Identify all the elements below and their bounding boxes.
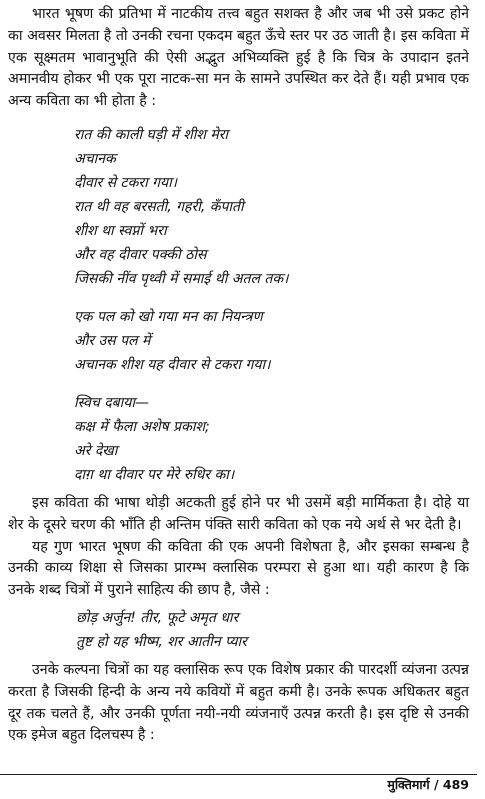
paragraph-1: भारत भूषण की प्रतिभा में नाटकीय तत्त्व बहुत सशक्त है और जब भी उसे प्रकट होने का अवसर मिलता है तो उनकी रचना एकदम बहुत ऊँचे स्तर पर उठ जाती है। इस कविता में एक सूक्ष्मतम भावानुभूति की ऐसी अद्भुत अभिव्यक्ति हुई है कि चित्र के उपादान इतने अमानवीय होकर भी एक पूरा नाटक-सा मन के सामने उपस्थित कर देते हैं। यही प्रभाव एक अन्य कविता का भी होता है :	[8, 6, 469, 110]
poem-couplet	[0, 606, 485, 654]
poem-line: तुष्ट हो यह भीष्म, शर आतीन प्यार	[76, 633, 247, 650]
poem-line: दीवार से टकरा गया।	[74, 174, 178, 191]
footer-rule	[0, 774, 477, 775]
poem-stanza-1	[0, 123, 485, 291]
poem-line: रात थी वह बरसती, गहरी, कँपाती	[74, 198, 244, 215]
poem-line: जिसकी नींव पृथ्वी में समाई थी अतल तक।	[74, 270, 289, 287]
poem-line: और उस पल में	[74, 332, 151, 349]
poem-line: दाग़ था दीवार पर मेरे रुधिर का।	[74, 466, 235, 483]
poem-line: अरे देखा	[74, 442, 118, 459]
poem-line: स्विच दबाया—	[74, 394, 149, 411]
paragraph-4: उनके कल्पना चित्रों का यह क्लासिक रूप एक विशेष प्रकार की पारदर्शी व्यंजना उत्पन्न करता है जिसकी हिन्दी के अन्य नये कवियों में बहुत कमी है। उनके रूपक अधिकतर बहुत दूर तक चलते हैं, और उनकी पूर्णता नयी-नयी व्यंजनाएँ उत्पन्न करती है। इस दृष्टि से उनकी एक इमेज बहुत दिलचस्प है :	[8, 661, 469, 744]
poem-line: शीश था स्वप्नों भरा	[74, 222, 167, 239]
poem-line: अचानक शीश यह दीवार से टकरा गया।	[74, 356, 271, 373]
poem-stanza-2	[0, 305, 485, 377]
poem-stanza-3	[0, 391, 485, 487]
running-footer: मुक्तिमार्ग / 489	[387, 777, 469, 792]
poem-line: छोड़ अर्जुन! तीर, फूटे अमृत धार	[76, 609, 239, 626]
poem-line: और वह दीवार पक्की ठोस	[74, 246, 207, 263]
paragraph-3: यह गुण भारत भूषण की कविता की एक अपनी विशेषता है, और इसका सम्बन्ध है उनकी काव्य शिक्षा से जिसका प्रारम्भ क्लासिक परम्परा से हुआ था। यही कारण है कि उनके शब्द चित्रों में पुराने साहित्य की छाप है, जैसे :	[8, 538, 469, 599]
poem-line: एक पल को खो गया मन का नियन्त्रण	[74, 308, 263, 325]
poem-line: रात की काली घड़ी में शीश मेरा	[74, 126, 229, 143]
paragraph-2: इस कविता की भाषा थोड़ी अटकती हुई होने पर भी उसमें बड़ी मार्मिकता है। दोहे या शेर के दूसरे चरण की भाँति ही अन्तिम पंक्ति सारी कविता को एक नये अर्थ से भर देती है।	[8, 494, 469, 533]
poem-line: कक्ष में फैला अशेष प्रकाश;	[74, 418, 210, 435]
poem-line: अचानक	[74, 150, 116, 167]
